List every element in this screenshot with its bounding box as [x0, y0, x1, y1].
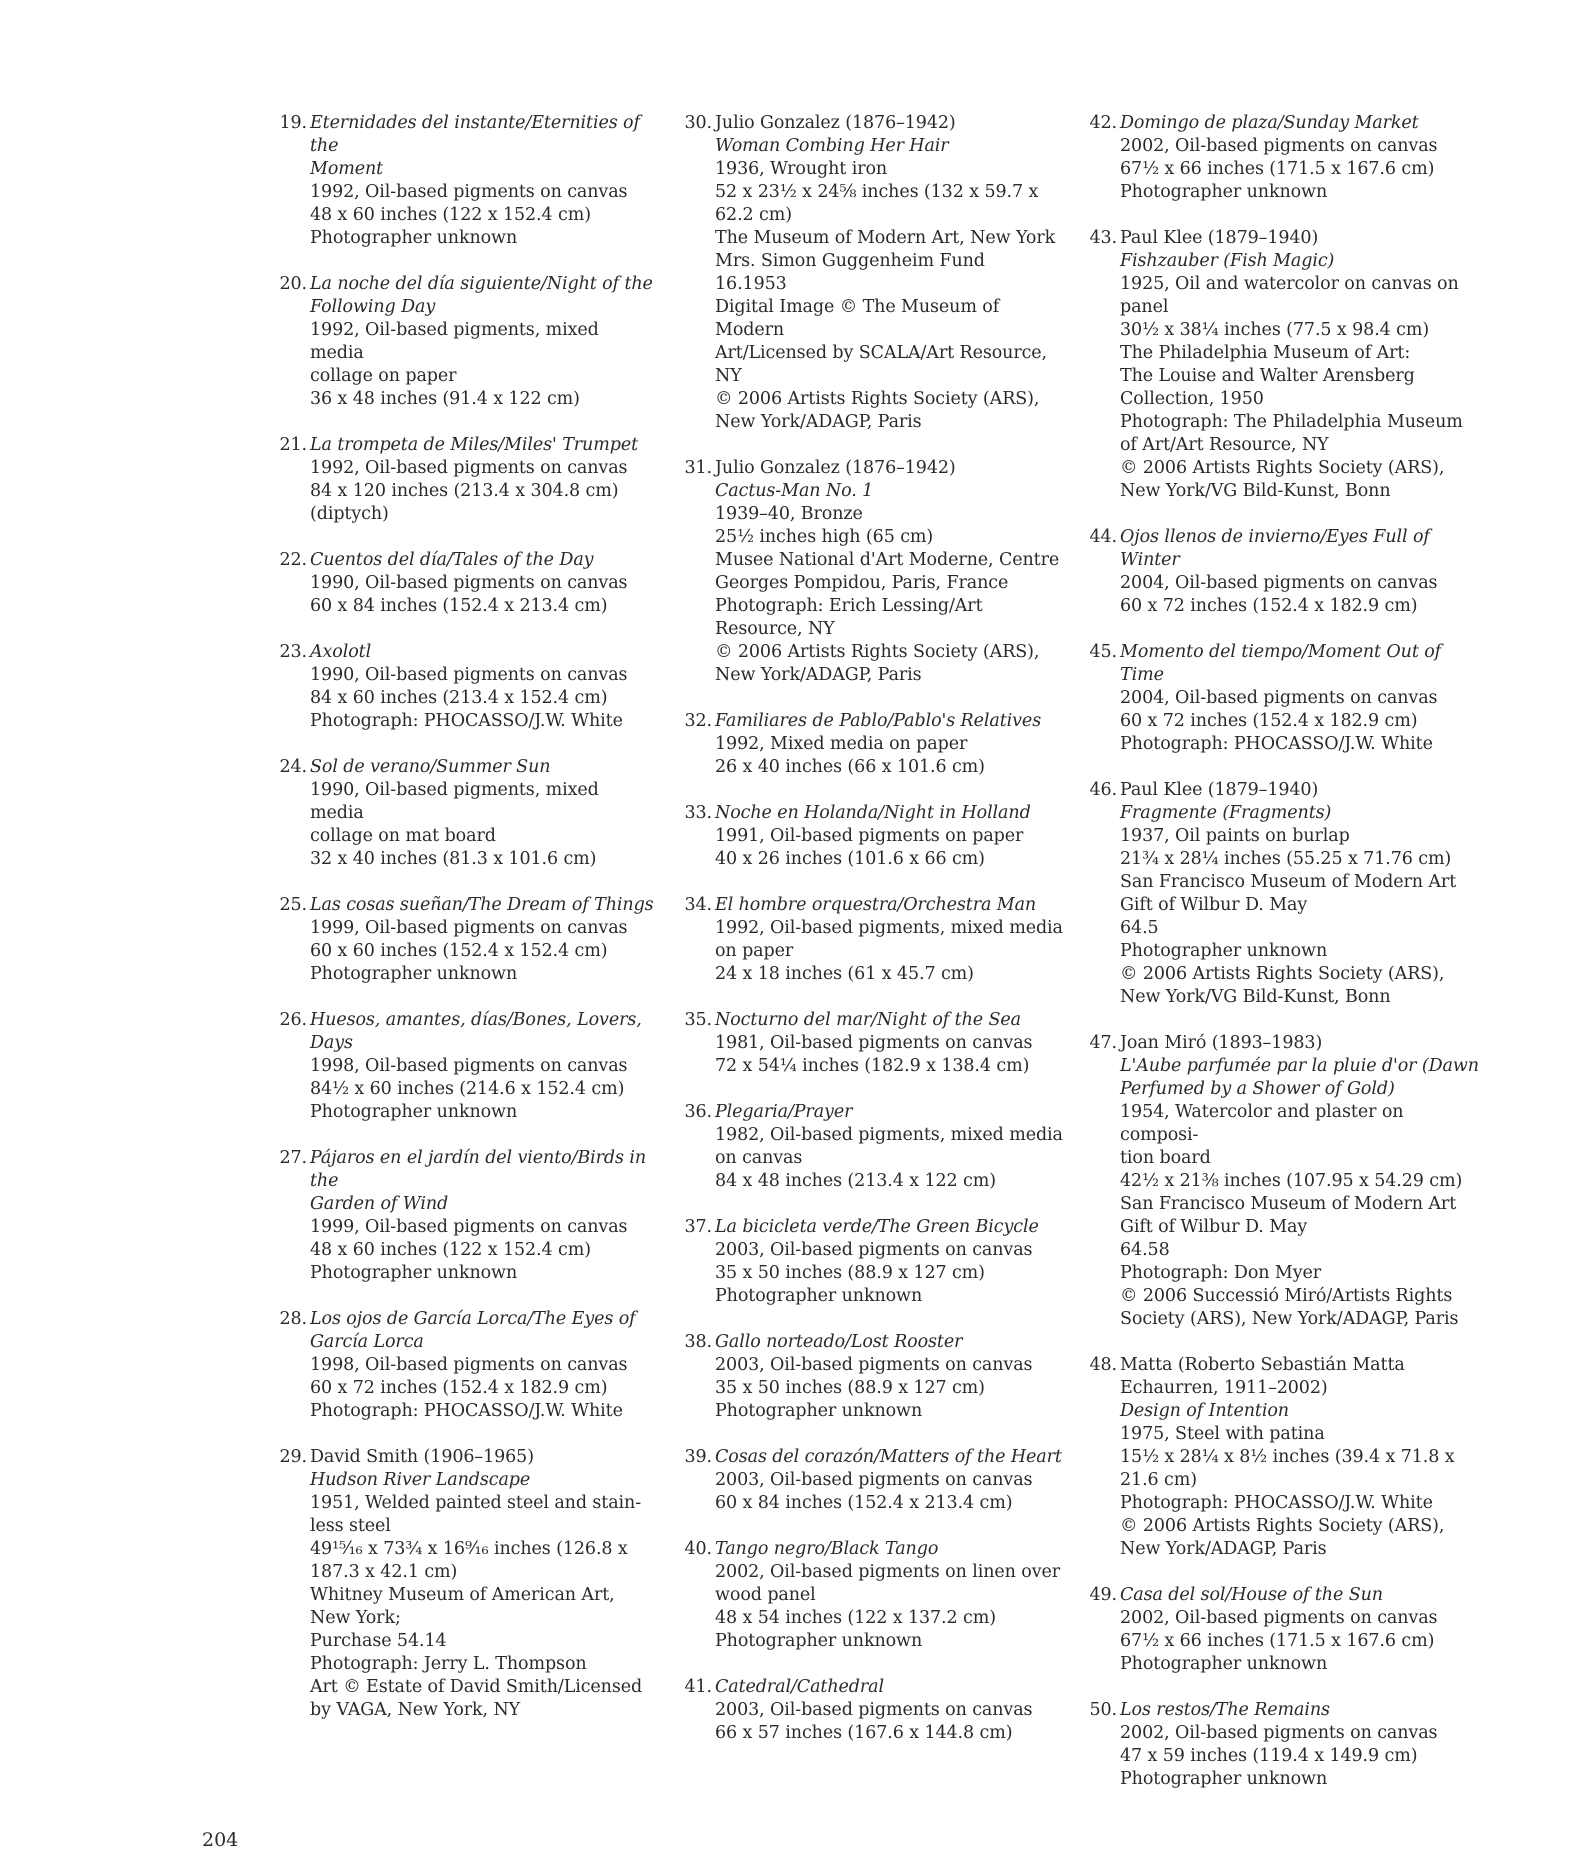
caption-text-line: Julio Gonzalez (1876–1942) — [715, 458, 956, 478]
caption-number: 29. — [279, 1447, 307, 1467]
caption-text-line: 1998, Oil-based pigments on canvas — [310, 1355, 628, 1375]
caption-text-line: 35 x 50 inches (88.9 x 127 cm) — [715, 1263, 985, 1283]
caption-text-line: 1990, Oil-based pigments, mixed media — [310, 780, 599, 823]
caption-text-line: 49¹⁵⁄₁₆ x 73¾ x 16⁹⁄₁₆ inches (126.8 x — [310, 1539, 628, 1559]
caption-number: 40. — [684, 1539, 712, 1559]
caption-text-line: 2003, Oil-based pigments on canvas — [715, 1470, 1033, 1490]
caption-text-line: 1975, Steel with patina — [1120, 1424, 1325, 1444]
caption-text-line: Julio Gonzalez (1876–1942) — [715, 113, 956, 133]
caption-number: 47. — [1089, 1033, 1117, 1053]
caption-text-line: 84 x 48 inches (213.4 x 122 cm) — [715, 1171, 996, 1191]
caption-text-line: 84 x 120 inches (213.4 x 304.8 cm) — [310, 481, 619, 501]
caption-text-line: New York/ADAGP, Paris — [715, 412, 922, 432]
caption-text-line: by VAGA, New York, NY — [310, 1700, 521, 1720]
caption-text-line: 1939–40, Bronze — [715, 504, 863, 524]
caption-text-line: 1999, Oil-based pigments on canvas — [310, 918, 628, 938]
caption-number: 38. — [684, 1332, 712, 1352]
caption-text-line: Photograph: PHOCASSO/J.W. White — [310, 711, 623, 731]
caption-entry — [680, 1216, 1068, 1308]
caption-title-line: Tango negro/Black Tango — [715, 1539, 939, 1559]
caption-title-line: Gallo norteado/Lost Rooster — [715, 1332, 963, 1352]
caption-entry — [275, 549, 655, 618]
caption-title-line: Cuentos del día/Tales of the Day — [310, 550, 594, 570]
caption-number: 46. — [1089, 780, 1117, 800]
caption-number: 48. — [1089, 1355, 1117, 1375]
caption-title-line: Las cosas sueñan/The Dream of Things — [310, 895, 654, 915]
caption-entry — [1085, 526, 1485, 618]
caption-text-line: Purchase 54.14 — [310, 1631, 447, 1651]
caption-number: 37. — [684, 1217, 712, 1237]
caption-text-line: Photograph: Jerry L. Thompson — [310, 1654, 587, 1674]
caption-entry — [680, 1446, 1068, 1515]
caption-text-line: Photographer unknown — [1120, 1654, 1328, 1674]
caption-text-line: 187.3 x 42.1 cm) — [310, 1562, 458, 1582]
caption-text-line: 1991, Oil-based pigments on paper — [715, 826, 1024, 846]
caption-text-line: Art/Licensed by SCALA/Art Resource, NY — [715, 343, 1048, 386]
caption-entry — [275, 1009, 655, 1124]
caption-text-line: 30½ x 38¼ inches (77.5 x 98.4 cm) — [1120, 320, 1430, 340]
caption-text-line: San Francisco Museum of Modern Art — [1120, 872, 1457, 892]
caption-title-line: Perfumed by a Shower of Gold) — [1120, 1079, 1395, 1099]
caption-text-line: less steel — [310, 1516, 391, 1536]
caption-title-line: Following Day — [310, 297, 436, 317]
caption-number: 22. — [279, 550, 307, 570]
caption-text-line: 24 x 18 inches (61 x 45.7 cm) — [715, 964, 974, 984]
caption-number: 20. — [279, 274, 307, 294]
caption-text-line: Mrs. Simon Guggenheim Fund — [715, 251, 985, 271]
caption-title-line: Sol de verano/Summer Sun — [310, 757, 551, 777]
caption-text-line: Collection, 1950 — [1120, 389, 1264, 409]
caption-number: 34. — [684, 895, 712, 915]
caption-text-line: 2002, Oil-based pigments on canvas — [1120, 1723, 1438, 1743]
caption-number: 49. — [1089, 1585, 1117, 1605]
caption-entry — [275, 1147, 655, 1285]
page-number: 204 — [202, 1829, 239, 1851]
caption-number: 44. — [1089, 527, 1117, 547]
caption-text-line: Photographer unknown — [715, 1286, 923, 1306]
caption-title-line: Ojos llenos de invierno/Eyes Full of Winter — [1120, 527, 1430, 570]
caption-text-line: (diptych) — [310, 504, 389, 524]
caption-text-line: 84½ x 60 inches (214.6 x 152.4 cm) — [310, 1079, 625, 1099]
caption-title-line: Huesos, amantes, días/Bones, Lovers, Days — [310, 1010, 642, 1053]
caption-title-line: Casa del sol/House of the Sun — [1120, 1585, 1383, 1605]
caption-text-line: Digital Image © The Museum of Modern — [715, 297, 1000, 340]
caption-title-line: Pájaros en el jardín del viento/Birds in the — [310, 1148, 647, 1191]
caption-text-line: Photograph: The Philadelphia Museum — [1120, 412, 1463, 432]
caption-title-line: Los ojos de García Lorca/The Eyes of — [310, 1309, 636, 1329]
caption-number: 45. — [1089, 642, 1117, 662]
caption-text-line: New York/ADAGP, Paris — [1120, 1539, 1327, 1559]
caption-title-line: Nocturno del mar/Night of the Sea — [715, 1010, 1021, 1030]
caption-text-line: 15½ x 28¼ x 8½ inches (39.4 x 71.8 x — [1120, 1447, 1455, 1467]
caption-entry — [275, 1308, 655, 1423]
caption-number: 27. — [279, 1148, 307, 1168]
caption-text-line: 1992, Oil-based pigments on canvas — [310, 182, 628, 202]
caption-text-line: 52 x 23½ x 24⅝ inches (132 x 59.7 x — [715, 182, 1039, 202]
caption-text-line: 60 x 84 inches (152.4 x 213.4 cm) — [715, 1493, 1013, 1513]
caption-title-line: Domingo de plaza/Sunday Market — [1120, 113, 1419, 133]
caption-column-3 — [1085, 112, 1485, 1814]
caption-entry — [275, 641, 655, 733]
caption-text-line: 26 x 40 inches (66 x 101.6 cm) — [715, 757, 985, 777]
caption-text-line: Photographer unknown — [715, 1631, 923, 1651]
caption-text-line: New York/VG Bild-Kunst, Bonn — [1120, 987, 1391, 1007]
caption-number: 33. — [684, 803, 712, 823]
caption-title-line: L'Aube parfumée par la pluie d'or (Dawn — [1120, 1056, 1479, 1076]
caption-number: 28. — [279, 1309, 307, 1329]
caption-text-line: 62.2 cm) — [715, 205, 792, 225]
caption-text-line: © 2006 Successió Miró/Artists Rights — [1120, 1286, 1453, 1306]
caption-text-line: Photographer unknown — [310, 1102, 518, 1122]
caption-number: 30. — [684, 113, 712, 133]
caption-entry — [680, 1331, 1068, 1423]
caption-entry — [1085, 1354, 1485, 1561]
caption-text-line: 2003, Oil-based pigments on canvas — [715, 1355, 1033, 1375]
caption-text-line: © 2006 Artists Rights Society (ARS), — [1120, 458, 1445, 478]
caption-text-line: 2002, Oil-based pigments on canvas — [1120, 136, 1438, 156]
caption-text-line: New York/ADAGP, Paris — [715, 665, 922, 685]
caption-entry — [1085, 641, 1485, 756]
caption-title-line: Plegaria/Prayer — [715, 1102, 853, 1122]
caption-number: 36. — [684, 1102, 712, 1122]
caption-text-line: Matta (Roberto Sebastián Matta — [1120, 1355, 1405, 1375]
caption-text-line: © 2006 Artists Rights Society (ARS), — [715, 642, 1040, 662]
caption-text-line: Paul Klee (1879–1940) — [1120, 228, 1319, 248]
caption-number: 26. — [279, 1010, 307, 1030]
caption-text-line: 1981, Oil-based pigments on canvas — [715, 1033, 1033, 1053]
caption-text-line: Photographer unknown — [310, 228, 518, 248]
caption-text-line: 1992, Mixed media on paper — [715, 734, 968, 754]
caption-text-line: 48 x 60 inches (122 x 152.4 cm) — [310, 205, 591, 225]
caption-title-line: Eternidades del instante/Eternities of the — [310, 113, 640, 156]
caption-text-line: © 2006 Artists Rights Society (ARS), — [1120, 1516, 1445, 1536]
caption-text-line: 1951, Welded painted steel and stain- — [310, 1493, 642, 1513]
caption-text-line: 1992, Oil-based pigments, mixed media — [715, 918, 1063, 938]
caption-title-line: Familiares de Pablo/Pablo's Relatives — [715, 711, 1042, 731]
caption-title-line: Cactus-Man No. 1 — [715, 481, 874, 501]
caption-title-line: Cosas del corazón/Matters of the Heart — [715, 1447, 1062, 1467]
caption-text-line: Gift of Wilbur D. May — [1120, 1217, 1308, 1237]
caption-text-line: 60 x 72 inches (152.4 x 182.9 cm) — [1120, 711, 1418, 731]
caption-text-line: collage on mat board — [310, 826, 496, 846]
caption-text-line: © 2006 Artists Rights Society (ARS), — [1120, 964, 1445, 984]
caption-title-line: La bicicleta verde/The Green Bicycle — [715, 1217, 1039, 1237]
caption-text-line: 47 x 59 inches (119.4 x 149.9 cm) — [1120, 1746, 1418, 1766]
caption-text-line: 64.5 — [1120, 918, 1159, 938]
caption-number: 19. — [279, 113, 307, 133]
caption-entry — [680, 457, 1068, 687]
caption-text-line: Photograph: PHOCASSO/J.W. White — [310, 1401, 623, 1421]
caption-number: 39. — [684, 1447, 712, 1467]
caption-entry — [275, 894, 655, 986]
caption-title-line: García Lorca — [310, 1332, 424, 1352]
caption-text-line: San Francisco Museum of Modern Art — [1120, 1194, 1457, 1214]
caption-text-line: © 2006 Artists Rights Society (ARS), — [715, 389, 1040, 409]
caption-column-2 — [680, 112, 1068, 1768]
caption-entry — [1085, 1699, 1485, 1791]
caption-text-line: 21.6 cm) — [1120, 1470, 1197, 1490]
caption-text-line: Photographer unknown — [715, 1401, 923, 1421]
caption-text-line: 2003, Oil-based pigments on canvas — [715, 1240, 1033, 1260]
caption-text-line: 1999, Oil-based pigments on canvas — [310, 1217, 628, 1237]
caption-text-line: 64.58 — [1120, 1240, 1170, 1260]
caption-text-line: 1990, Oil-based pigments on canvas — [310, 573, 628, 593]
caption-text-line: Echaurren, 1911–2002) — [1120, 1378, 1328, 1398]
caption-text-line: 2004, Oil-based pigments on canvas — [1120, 573, 1438, 593]
caption-entry — [275, 1446, 655, 1722]
caption-entry — [1085, 779, 1485, 1009]
caption-title-line: La noche del día siguiente/Night of the — [310, 274, 653, 294]
caption-text-line: 67½ x 66 inches (171.5 x 167.6 cm) — [1120, 1631, 1435, 1651]
caption-title-line: Fishzauber (Fish Magic) — [1120, 251, 1335, 271]
caption-text-line: Georges Pompidou, Paris, France — [715, 573, 1009, 593]
caption-number: 24. — [279, 757, 307, 777]
caption-text-line: of Art/Art Resource, NY — [1120, 435, 1329, 455]
caption-text-line: 2002, Oil-based pigments on canvas — [1120, 1608, 1438, 1628]
caption-title-line: Woman Combing Her Hair — [715, 136, 949, 156]
caption-text-line: Musee National d'Art Moderne, Centre — [715, 550, 1060, 570]
caption-number: 31. — [684, 458, 712, 478]
caption-text-line: Photograph: Don Myer — [1120, 1263, 1322, 1283]
caption-title-line: Fragmente (Fragments) — [1120, 803, 1332, 823]
caption-text-line: 21¾ x 28¼ inches (55.25 x 71.76 cm) — [1120, 849, 1452, 869]
caption-text-line: 2002, Oil-based pigments on linen over — [715, 1562, 1061, 1582]
caption-title-line: Axolotl — [310, 642, 372, 662]
caption-title-line: Momento del tiempo/Moment Out of Time — [1120, 642, 1442, 685]
caption-entry — [1085, 1032, 1485, 1331]
caption-text-line: The Louise and Walter Arensberg — [1120, 366, 1415, 386]
caption-number: 43. — [1089, 228, 1117, 248]
caption-text-line: Art © Estate of David Smith/Licensed — [310, 1677, 643, 1697]
caption-text-line: Photographer unknown — [1120, 1769, 1328, 1789]
caption-text-line: The Philadelphia Museum of Art: — [1120, 343, 1411, 363]
caption-text-line: David Smith (1906–1965) — [310, 1447, 534, 1467]
caption-text-line: on canvas — [715, 1148, 803, 1168]
caption-text-line: 48 x 60 inches (122 x 152.4 cm) — [310, 1240, 591, 1260]
caption-title-line: Los restos/The Remains — [1120, 1700, 1330, 1720]
caption-text-line: 1937, Oil paints on burlap — [1120, 826, 1350, 846]
caption-text-line: 1936, Wrought iron — [715, 159, 888, 179]
caption-title-line: El hombre orquestra/Orchestra Man — [715, 895, 1037, 915]
caption-text-line: Photograph: Erich Lessing/Art Resource, NY — [715, 596, 983, 639]
caption-text-line: 48 x 54 inches (122 x 137.2 cm) — [715, 1608, 996, 1628]
caption-number: 32. — [684, 711, 712, 731]
caption-text-line: Photographer unknown — [310, 964, 518, 984]
caption-entry — [680, 710, 1068, 779]
caption-text-line: Photograph: PHOCASSO/J.W. White — [1120, 734, 1433, 754]
caption-text-line: 32 x 40 inches (81.3 x 101.6 cm) — [310, 849, 597, 869]
caption-entry — [680, 1538, 1068, 1653]
caption-text-line: 35 x 50 inches (88.9 x 127 cm) — [715, 1378, 985, 1398]
caption-title-line: Hudson River Landscape — [310, 1470, 531, 1490]
caption-text-line: 84 x 60 inches (213.4 x 152.4 cm) — [310, 688, 608, 708]
caption-entry — [1085, 227, 1485, 503]
caption-entry — [680, 1101, 1068, 1193]
caption-text-line: 1954, Watercolor and plaster on composi- — [1120, 1102, 1404, 1145]
caption-number: 21. — [279, 435, 307, 455]
caption-text-line: 16.1953 — [715, 274, 787, 294]
caption-entry — [680, 894, 1068, 986]
caption-text-line: Whitney Museum of American Art, — [310, 1585, 615, 1605]
caption-number: 41. — [684, 1677, 712, 1697]
caption-text-line: Photographer unknown — [1120, 941, 1328, 961]
caption-text-line: 60 x 72 inches (152.4 x 182.9 cm) — [310, 1378, 608, 1398]
caption-entry — [275, 434, 655, 526]
caption-text-line: Paul Klee (1879–1940) — [1120, 780, 1319, 800]
caption-number: 42. — [1089, 113, 1117, 133]
caption-entry — [1085, 112, 1485, 204]
caption-entry — [275, 112, 655, 250]
caption-title-line: Moment — [310, 159, 384, 179]
caption-text-line: New York; — [310, 1608, 401, 1628]
caption-text-line: 1982, Oil-based pigments, mixed media — [715, 1125, 1063, 1145]
caption-number: 50. — [1089, 1700, 1117, 1720]
caption-text-line: 2004, Oil-based pigments on canvas — [1120, 688, 1438, 708]
caption-text-line: 42½ x 21⅜ inches (107.95 x 54.29 cm) — [1120, 1171, 1463, 1191]
caption-text-line: 60 x 72 inches (152.4 x 182.9 cm) — [1120, 596, 1418, 616]
caption-text-line: New York/VG Bild-Kunst, Bonn — [1120, 481, 1391, 501]
caption-text-line: 1992, Oil-based pigments on canvas — [310, 458, 628, 478]
caption-text-line: Joan Miró (1893–1983) — [1120, 1033, 1323, 1053]
caption-text-line: wood panel — [715, 1585, 816, 1605]
caption-text-line: 36 x 48 inches (91.4 x 122 cm) — [310, 389, 580, 409]
caption-text-line: 60 x 60 inches (152.4 x 152.4 cm) — [310, 941, 608, 961]
caption-title-line: Catedral/Cathedral — [715, 1677, 884, 1697]
caption-text-line: Photograph: PHOCASSO/J.W. White — [1120, 1493, 1433, 1513]
caption-entry — [680, 1676, 1068, 1745]
caption-text-line: 66 x 57 inches (167.6 x 144.8 cm) — [715, 1723, 1013, 1743]
caption-text-line: 1990, Oil-based pigments on canvas — [310, 665, 628, 685]
caption-text-line: Photographer unknown — [310, 1263, 518, 1283]
caption-text-line: 60 x 84 inches (152.4 x 213.4 cm) — [310, 596, 608, 616]
caption-title-line: La trompeta de Miles/Miles' Trumpet — [310, 435, 639, 455]
caption-entry — [275, 273, 655, 411]
caption-text-line: 67½ x 66 inches (171.5 x 167.6 cm) — [1120, 159, 1435, 179]
caption-entry — [1085, 1584, 1485, 1676]
caption-text-line: collage on paper — [310, 366, 457, 386]
caption-text-line: Society (ARS), New York/ADAGP, Paris — [1120, 1309, 1459, 1329]
caption-number: 23. — [279, 642, 307, 662]
caption-text-line: 2003, Oil-based pigments on canvas — [715, 1700, 1033, 1720]
caption-number: 25. — [279, 895, 307, 915]
caption-text-line: 40 x 26 inches (101.6 x 66 cm) — [715, 849, 985, 869]
caption-entry — [680, 1009, 1068, 1078]
caption-column-1 — [275, 112, 655, 1745]
caption-title-line: Design of Intention — [1120, 1401, 1289, 1421]
caption-entry — [680, 112, 1068, 434]
caption-text-line: Photographer unknown — [1120, 182, 1328, 202]
caption-entry — [680, 802, 1068, 871]
caption-text-line: 72 x 54¼ inches (182.9 x 138.4 cm) — [715, 1056, 1030, 1076]
caption-text-line: tion board — [1120, 1148, 1211, 1168]
caption-text-line: Gift of Wilbur D. May — [1120, 895, 1308, 915]
caption-title-line: Noche en Holanda/Night in Holland — [715, 803, 1031, 823]
caption-title-line: Garden of Wind — [310, 1194, 449, 1214]
caption-text-line: 1998, Oil-based pigments on canvas — [310, 1056, 628, 1076]
caption-text-line: on paper — [715, 941, 794, 961]
caption-number: 35. — [684, 1010, 712, 1030]
caption-text-line: 25½ inches high (65 cm) — [715, 527, 934, 547]
caption-text-line: The Museum of Modern Art, New York — [715, 228, 1056, 248]
caption-text-line: 1925, Oil and watercolor on canvas on panel — [1120, 274, 1459, 317]
caption-text-line: 1992, Oil-based pigments, mixed media — [310, 320, 599, 363]
caption-entry — [275, 756, 655, 871]
